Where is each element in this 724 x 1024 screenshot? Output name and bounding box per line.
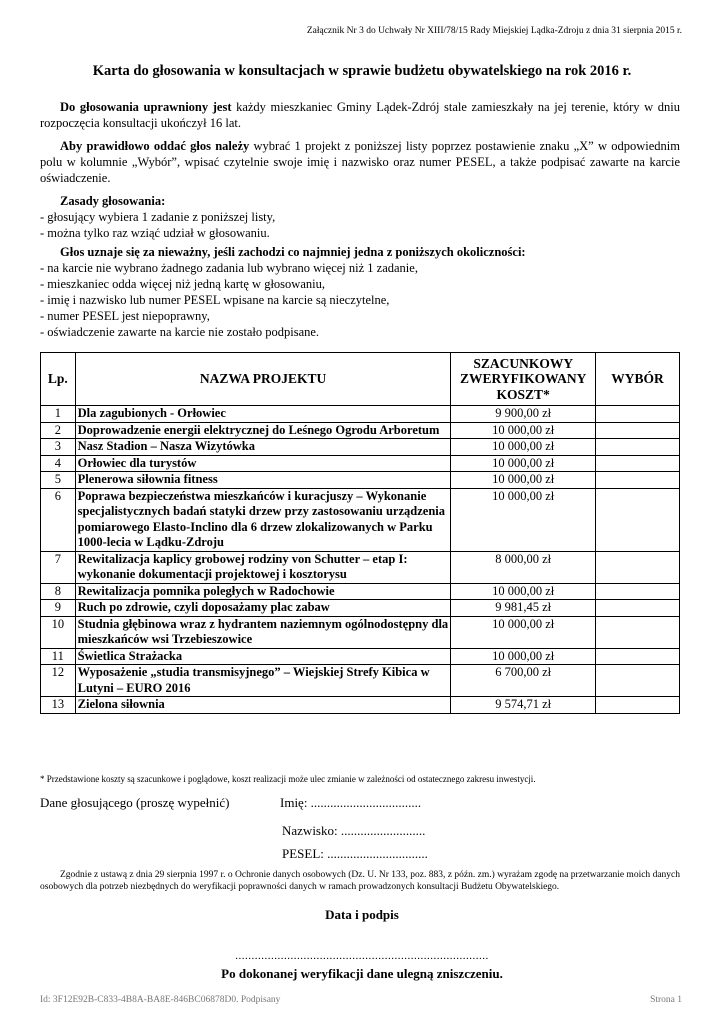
row-lp: 7 (41, 551, 76, 583)
table-row (41, 665, 680, 697)
row-choice-box[interactable] (595, 697, 679, 714)
row-lp: 13 (41, 697, 76, 714)
table-row (41, 600, 680, 617)
table-row (41, 648, 680, 665)
row-project-name: Ruch po zdrowie, czyli doposażamy plac zabaw (75, 600, 451, 617)
invalid-conditions (40, 244, 680, 340)
row-project-name: Dla zagubionych - Orłowiec (75, 406, 451, 423)
invalid-item: - imię i nazwisko lub numer PESEL wpisane na karcie są nieczytelne, (40, 293, 390, 307)
consent-statement: Zgodnie z ustawą z dnia 29 sierpnia 1997 r. o Ochronie danych osobowych (Dz. U. Nr 133, poz. 883, z późn. zm.) wyrażam zgodę na przetwarzanie moich danych osobowych dla potrzeb niezbędnych do weryfikacji poprawności danych w ramach prowadzonych konsultacji Budżetu Obywatelskiego. (40, 870, 680, 892)
page-title: Karta do głosowania w konsultacjach w sprawie budżetu obywatelskiego na rok 2016 r. (92, 63, 632, 79)
row-project-name: Rewitalizacja kaplicy grobowej rodziny von Schutter – etap I: wykonanie dokumentacji projektowej i kosztorysu (75, 551, 451, 583)
row-project-name: Nasz Stadion – Nasza Wizytówka (75, 439, 451, 456)
rules-item: - głosujący wybiera 1 zadanie z poniższej listy, (40, 210, 276, 224)
valid-vote-text: wybrać 1 projekt z poniższej listy poprzez postawienie znaku „X” w odpowiednim polu w kolumnie „Wybór”, wpisać czytelnie swoje imię i nazwisko oraz numer PESEL, a także podpisać zawarte na karcie oświadczenie. (40, 139, 680, 185)
row-cost: 10 000,00 zł (451, 648, 596, 665)
row-choice-box[interactable] (595, 616, 679, 648)
first-name-field[interactable]: Imię: .................................. (280, 795, 422, 810)
data-destruction-note: Po dokonanej weryfikacji dane ulegną zniszczeniu. (221, 966, 503, 981)
eligibility-paragraph (40, 99, 680, 131)
date-signature-label: Data i podpis (325, 907, 399, 922)
valid-vote-bold: Aby prawidłowo oddać głos należy (60, 139, 250, 153)
row-choice-box[interactable] (595, 600, 679, 617)
table-row (41, 551, 680, 583)
table-row (41, 583, 680, 600)
header-cost-line: KOSZT* (496, 386, 550, 402)
table-row (41, 439, 680, 456)
row-choice-box[interactable] (595, 665, 679, 697)
row-cost: 6 700,00 zł (451, 665, 596, 697)
row-choice-box[interactable] (595, 422, 679, 439)
table-row (41, 406, 680, 423)
row-lp: 8 (41, 583, 76, 600)
row-cost: 10 000,00 zł (451, 455, 596, 472)
invalid-item: - oświadczenie zawarte na karcie nie zostało podpisane. (40, 325, 320, 339)
row-cost: 10 000,00 zł (451, 422, 596, 439)
invalid-item: - mieszkaniec odda więcej niż jedną kartę w głosowaniu, (40, 277, 325, 291)
row-lp: 12 (41, 665, 76, 697)
row-lp: 3 (41, 439, 76, 456)
row-choice-box[interactable] (595, 472, 679, 489)
attachment-note: Załącznik Nr 3 do Uchwały Nr XIII/78/15 Rady Miejskiej Lądka-Zdroju z dnia 31 sierpnia 2015 r. (306, 26, 682, 36)
row-lp: 9 (41, 600, 76, 617)
row-lp: 1 (41, 406, 76, 423)
row-cost: 9 900,00 zł (451, 406, 596, 423)
row-cost: 10 000,00 zł (451, 616, 596, 648)
header-choice: WYBÓR (595, 353, 679, 406)
eligibility-text: każdy mieszkaniec Gminy Lądek-Zdrój stale zamieszkały na jej terenie, który w dniu rozpoczęcia konsultacji ukończył 16 lat. (40, 100, 680, 130)
invalid-item: - na karcie nie wybrano żadnego zadania lub wybrano więcej niż 1 zadanie, (40, 261, 418, 275)
last-name-field[interactable]: Nazwisko: .......................... (282, 823, 426, 838)
row-project-name: Zielona siłownia (75, 697, 451, 714)
row-choice-box[interactable] (595, 551, 679, 583)
header-cost (451, 353, 596, 406)
row-cost: 10 000,00 zł (451, 583, 596, 600)
row-lp: 2 (41, 422, 76, 439)
document-id: Id: 3F12E92B-C833-4B8A-BA8E-846BC06878D0. Podpisany (40, 995, 281, 1005)
row-project-name: Rewitalizacja pomnika poległych w Radochowie (75, 583, 451, 600)
header-lp: Lp. (41, 353, 76, 406)
table-row (41, 616, 680, 648)
row-choice-box[interactable] (595, 439, 679, 456)
row-choice-box[interactable] (595, 648, 679, 665)
invalid-heading: Głos uznaje się za nieważny, jeśli zachodzi co najmniej jedna z poniższych okoliczności: (60, 245, 526, 259)
table-row (41, 455, 680, 472)
voting-rules (40, 193, 680, 241)
row-cost: 10 000,00 zł (451, 439, 596, 456)
signature-line[interactable]: .............................................................................. (235, 950, 489, 962)
voter-data-label: Dane głosującego (proszę wypełnić) (40, 795, 230, 810)
row-lp: 5 (41, 472, 76, 489)
rules-heading: Zasady głosowania: (60, 194, 166, 208)
row-cost: 10 000,00 zł (451, 488, 596, 551)
row-project-name: Doprowadzenie energii elektrycznej do Leśnego Ogrodu Arboretum (75, 422, 451, 439)
cost-footnote: * Przedstawione koszty są szacunkowe i poglądowe, koszt realizacji może ulec zmianie w zależności od ostatecznego zakresu inwestycji. (40, 774, 536, 784)
row-lp: 10 (41, 616, 76, 648)
row-cost: 9 981,45 zł (451, 600, 596, 617)
header-cost-line: ZWERYFIKOWANY (460, 371, 587, 387)
rules-item: - można tylko raz wziąć udział w głosowaniu. (40, 226, 270, 240)
table-row (41, 422, 680, 439)
page-number: Strona 1 (650, 995, 682, 1005)
row-choice-box[interactable] (595, 488, 679, 551)
row-choice-box[interactable] (595, 455, 679, 472)
table-row (41, 697, 680, 714)
pesel-field[interactable]: PESEL: ............................... (282, 846, 428, 861)
eligibility-bold: Do głosowania uprawniony jest (60, 100, 232, 114)
header-cost-line: SZACUNKOWY (473, 355, 574, 371)
row-project-name: Studnia głębinowa wraz z hydrantem naziemnym ogólnodostępny dla mieszkańców wsi Trzebieszowice (75, 616, 451, 648)
row-project-name: Poprawa bezpieczeństwa mieszkańców i kuracjuszy – Wykonanie specjalistycznych badań statyki drzew przy zastosowaniu urządzenia pomiarowego Elasto-Inclino dla 6 drzew zlokalizowanych w Parku 1000-lecia w Lądku-Zdroju (75, 488, 451, 551)
row-lp: 11 (41, 648, 76, 665)
row-project-name: Wyposażenie „studia transmisyjnego” – Wiejskiej Strefy Kibica w Lutyni – EURO 2016 (75, 665, 451, 697)
row-choice-box[interactable] (595, 406, 679, 423)
row-cost: 9 574,71 zł (451, 697, 596, 714)
row-lp: 4 (41, 455, 76, 472)
row-cost: 8 000,00 zł (451, 551, 596, 583)
row-project-name: Orłowiec dla turystów (75, 455, 451, 472)
header-name: NAZWA PROJEKTU (75, 353, 451, 406)
table-row (41, 488, 680, 551)
row-choice-box[interactable] (595, 583, 679, 600)
table-row (41, 472, 680, 489)
row-project-name: Świetlica Strażacka (75, 648, 451, 665)
row-project-name: Plenerowa siłownia fitness (75, 472, 451, 489)
valid-vote-paragraph (40, 138, 680, 186)
row-lp: 6 (41, 488, 76, 551)
row-cost: 10 000,00 zł (451, 472, 596, 489)
invalid-item: - numer PESEL jest niepoprawny, (40, 309, 210, 323)
projects-table (40, 352, 680, 714)
